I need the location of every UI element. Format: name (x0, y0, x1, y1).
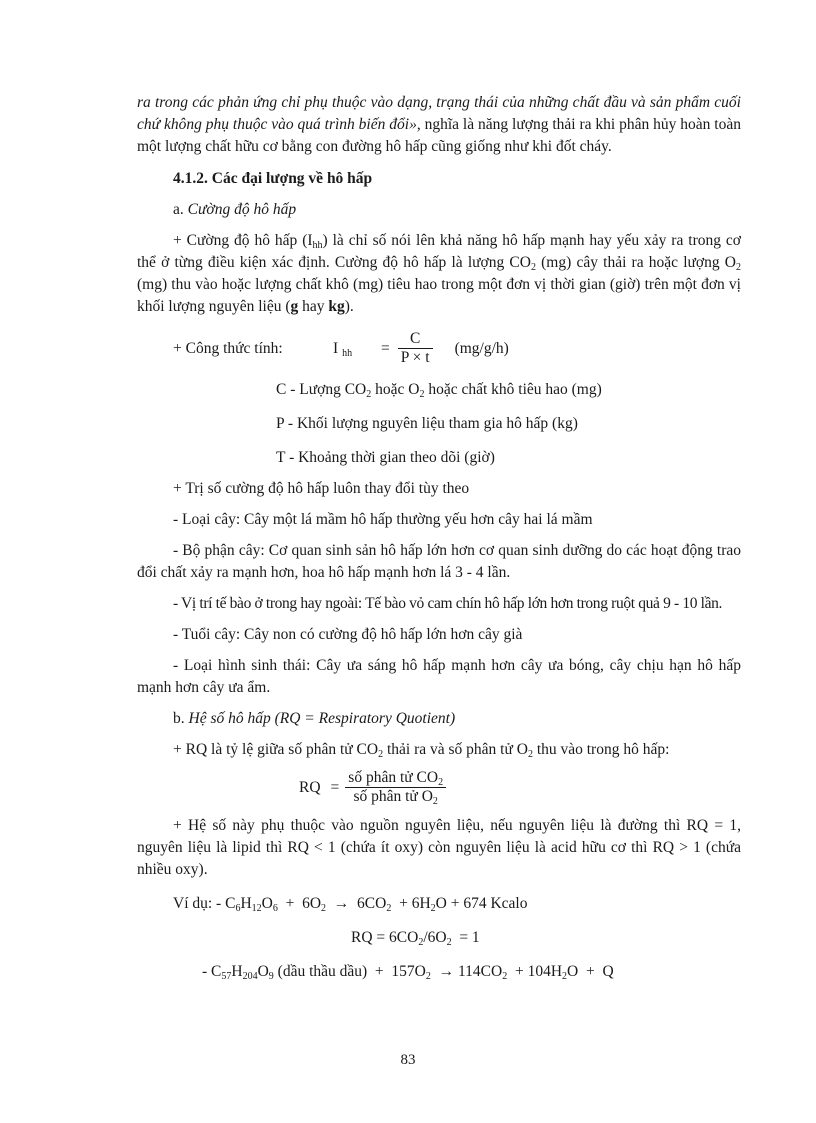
example-castor-oil-reaction: - $C_{57}H_{204}O_9$ (dầu thầu dầu) + $157O_2 \to 114CO_2 + 104H_2O + Q$ (202, 963, 614, 982)
rq-numerator: số phân tử $CO_2$ (345, 769, 446, 788)
example-glucose-reaction: Ví dụ: - $C_6H_{12}O_6 + 6O_2 \to 6CO_2 + 6H_2O + 674$ Kcalo (173, 895, 528, 914)
rq-denominator: số phân tử $O_2$ (353, 788, 438, 807)
quote-text: ra trong các phản ứng chỉ phụ thuộc vào dạng, trạng thái của những chất đầu và sản phẩm cuối chứ không phụ thuộc vào quá trình biến đổi» (137, 94, 741, 133)
paragraph-rq-definition: + RQ là tỷ lệ giữa số phân tử $CO_2$ thải ra và số phân tử $O_2$ thu vào trong hô hấp: (173, 741, 670, 760)
definition-p: P - Khối lượng nguyên liệu tham gia hô hấp (kg) (276, 415, 578, 432)
paragraph-intensity-definition: + Cường độ hô hấp $(I_{hh})$ là chỉ số nói lên khả năng hô hấp mạnh hay yếu xảy ra trong cơ thể ở từng điều kiện xác định. Cường độ hô hấp là lượng $CO_2$ (mg) cây thải ra hoặc lượng $O_2$ (mg) thu vào hoặc lượng chất khô (mg) tiêu hao trong một đơn vị thời gian (giờ) trên một đơn vị khối lượng nguyên liệu (g hay kg). (137, 232, 742, 315)
factor-plant-age: - Tuổi cây: Cây non có cường độ hô hấp lớn hơn cây già (173, 626, 523, 643)
factor-plant-type: - Loại cây: Cây một lá mầm hô hấp thường yếu hơn cây hai lá mầm (173, 511, 593, 528)
rq-formula (137, 769, 741, 806)
formula-lhs: I $_{hh}$ (333, 339, 353, 359)
subheading-prefix: a. (173, 201, 188, 218)
section-heading: 4.1.2. Các đại lượng về hô hấp (173, 170, 373, 187)
example-glucose-rq: RQ = $6CO_2/6O_2 = 1$ (351, 929, 480, 948)
definition-t: T - Khoảng thời gian theo dõi (giờ) (276, 449, 495, 466)
formula-equals: = (381, 339, 390, 357)
subheading-b (137, 708, 741, 730)
subheading-prefix: b. (173, 710, 189, 727)
factors-intro: + Trị số cường độ hô hấp luôn thay đổi tùy theo (173, 480, 470, 497)
factor-cell-position: - Vị trí tế bào ở trong hay ngoài: Tế bào vỏ cam chín hô hấp lớn hơn trong ruột quả 9 - 10 lần. (173, 595, 723, 612)
paragraph-tail: , nghĩa là năng lượng thải ra khi phân hủy hoàn toàn một lượng chất hữu cơ bằng con đường hô hấp cũng giống như khi đốt cháy. (137, 116, 741, 155)
factor-ecotype: - Loại hình sinh thái: Cây ưa sáng hô hấp mạnh hơn cây ưa bóng, cây chịu hạn hô hấp mạnh hơn cây ưa ẩm. (137, 657, 741, 696)
page-number: 83 (400, 1052, 416, 1068)
definition-c: C - Lượng $CO_2$ hoặc $O_2$ hoặc chất khô tiêu hao (mg) (276, 381, 602, 400)
paragraph-rq-dependence: + Hệ số này phụ thuộc vào nguồn nguyên liệu, nếu nguyên liệu là đường thì RQ = 1, nguyên liệu là lipid thì RQ < 1 (chứa ít oxy) còn nguyên liệu là acid hữu cơ thì RQ > 1 (chứa nhiều oxy). (137, 817, 741, 878)
formula-label: + Công thức tính: (173, 339, 283, 357)
rq-equals: = (330, 778, 340, 796)
subheading-title: Cường độ hô hấp (187, 201, 297, 218)
intensity-formula (137, 330, 741, 367)
factor-plant-part: - Bộ phận cây: Cơ quan sinh sản hô hấp lớn hơn cơ quan sinh dưỡng do các hoạt động trao đổi chất xảy ra mạnh hơn, hoa hô hấp mạnh hơn lá 3 - 4 lần. (137, 542, 741, 581)
formula-fraction (398, 330, 433, 367)
formula-unit: (mg/g/h) (454, 339, 509, 357)
subheading-title: Hệ số hô hấp (RQ = Respiratory Quotient) (188, 710, 456, 727)
subheading-a (137, 199, 741, 221)
formula-numerator: C (398, 330, 433, 349)
rq-lhs: RQ (299, 778, 321, 796)
paragraph-energy-law (137, 92, 741, 158)
rq-fraction (345, 769, 446, 806)
formula-denominator: P × t (400, 349, 430, 366)
document-page (137, 92, 741, 983)
